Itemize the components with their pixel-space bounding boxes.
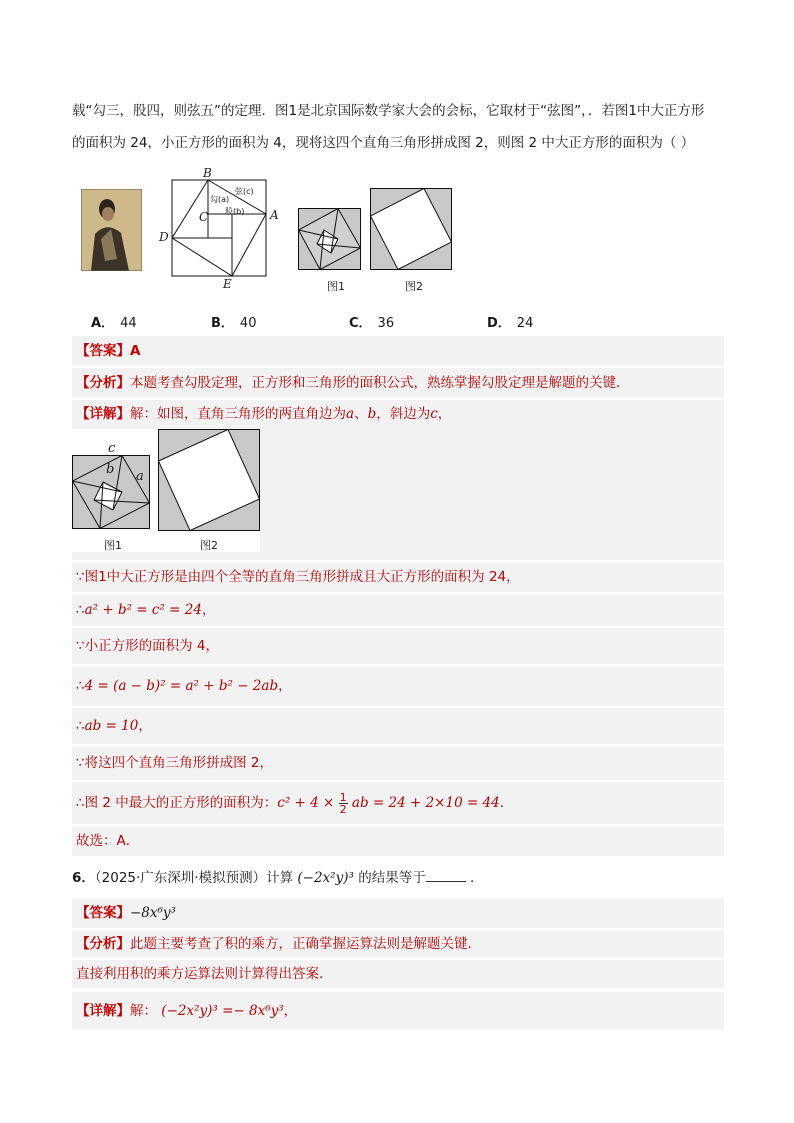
q6-detail-row: 【详解】解： (−2x²y)³ =− 8x⁶y³，	[72, 992, 724, 1030]
answer-row: 【答案】A	[72, 336, 724, 366]
detail-label-b: b	[106, 462, 115, 477]
label-gu: 股(b)	[225, 207, 245, 216]
detail-fig2-caption: 图2	[200, 539, 218, 552]
label-D: D	[159, 230, 169, 244]
choice-A: A． 44	[91, 316, 137, 331]
label-xian: 弦(c)	[235, 187, 254, 196]
question-6: 6．（2025·广东深圳·模拟预测）计算 (−2x²y)³ 的结果等于 ．	[72, 870, 484, 886]
detail-block: 【详解】解：如图，直角三角形的两直角边为a、b，斜边为c，	[72, 400, 724, 560]
q6-analysis-row-2: 直接利用积的乘方运算法则计算得出答案．	[72, 960, 724, 988]
label-C: C	[199, 210, 209, 224]
detail-fig1-caption: 图1	[104, 539, 122, 552]
fraction-one-half: $\frac{1}{2}$	[339, 790, 347, 816]
detail-figures	[72, 429, 260, 552]
figure-1-caption: 图1	[327, 280, 345, 293]
q6-analysis-row: 【分析】此题主要考查了积的乘方，正确掌握运算法则是解题关键．	[72, 930, 724, 958]
choice-C: C． 36	[349, 316, 395, 331]
step-5: ∴ab = 10，	[72, 708, 724, 744]
figure-2-caption: 图2	[405, 280, 423, 293]
step-7: ∴图 2 中最大的正方形的面积为：c² + 4 × $\frac{1}{2}$ ab = 24 + 2×10 = 44．	[72, 782, 724, 824]
portrait-image	[81, 189, 142, 271]
conclusion-row: 故选：A．	[72, 826, 724, 856]
detail-label-c: c	[108, 441, 116, 456]
label-A: A	[270, 208, 279, 222]
step-3: ∵小正方形的面积为 4，	[72, 628, 724, 664]
analysis-row: 【分析】本题考查勾股定理，正方形和三角形的面积公式，熟练掌握勾股定理是解题的关键．	[72, 368, 724, 398]
answer-blank	[426, 869, 466, 882]
step-4: ∴4 = (a − b)² = a² + b² − 2ab，	[72, 666, 724, 706]
question-text-line-2: 的面积为 24，小正方形的面积为 4，现将这四个直角三角形拼成图 2，则图 2 中大正方形的面积为（ ）	[72, 135, 695, 151]
step-6: ∵将这四个直角三角形拼成图 2，	[72, 746, 724, 780]
step-1: ∵图1中大正方形是由四个全等的直角三角形拼成且大正方形的面积为 24，	[72, 562, 724, 592]
detail-label-a: a	[136, 469, 144, 484]
figure-1-top	[298, 208, 361, 274]
xian-diagram	[155, 166, 293, 292]
choice-B: B． 40	[211, 316, 257, 331]
q6-answer-row: 【答案】−8x⁶y³	[72, 898, 724, 928]
step-2: ∴a² + b² = c² = 24，	[72, 594, 724, 626]
choice-D: D． 24	[487, 316, 534, 331]
label-B: B	[203, 166, 212, 180]
figure-2-top	[370, 188, 452, 274]
question-text-line-1: 载“勾三，股四，则弦五”的定理．图1是北京国际数学家大会的会标，它取材于“弦图”，．若图1中大正方形	[72, 103, 705, 119]
label-E: E	[223, 277, 232, 291]
label-gou: 勾(a)	[210, 195, 230, 204]
